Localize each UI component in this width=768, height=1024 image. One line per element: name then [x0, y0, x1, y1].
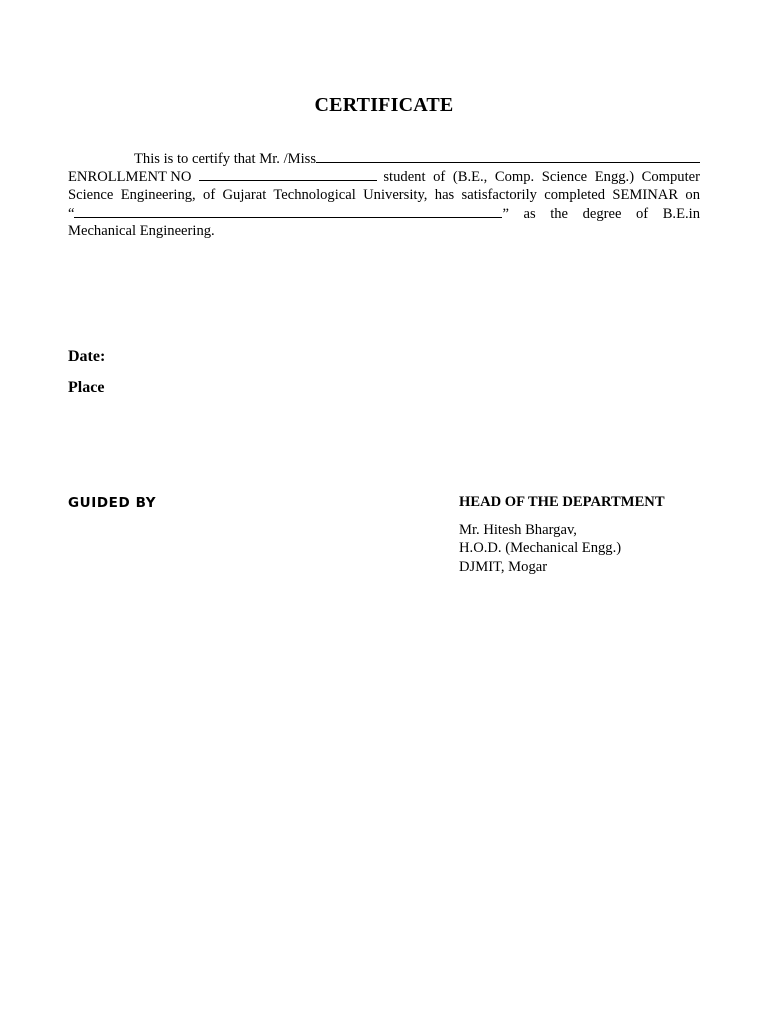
open-quote: “	[68, 205, 75, 222]
enrollment-label: ENROLLMENT NO	[68, 169, 192, 186]
certify-text: This is to certify that Mr. /Miss	[134, 151, 317, 167]
word-degree: degree	[582, 205, 622, 222]
close-quote: ”	[502, 205, 509, 222]
hod-name: Mr. Hitesh Bhargav,	[459, 522, 577, 538]
university-text: Science Engineering, of Gujarat Technological University, has satisfactorily completed SEMINAR on	[68, 186, 700, 203]
branch-text: Mechanical Engineering.	[68, 223, 215, 240]
hod-institute: DJMIT, Mogar	[459, 558, 548, 575]
paragraph-line-5	[68, 222, 700, 240]
word-as: as	[523, 205, 536, 222]
paragraph-line-1	[68, 149, 700, 167]
paragraph-line-3	[68, 186, 700, 204]
hod-details	[459, 521, 621, 576]
hod-designation: H.O.D. (Mechanical Engg.)	[459, 540, 622, 557]
word-of: of	[636, 205, 649, 222]
word-the: the	[550, 205, 569, 222]
enrollment-number-blank	[199, 167, 377, 181]
place-label: Place	[68, 379, 105, 396]
student-name-blank	[316, 149, 700, 163]
student-of-text: student of (B.E., Comp. Science Engg.) Computer	[383, 169, 700, 186]
seminar-title-blank	[74, 204, 502, 218]
date-label: Date:	[68, 348, 106, 365]
guided-by-label: GUIDED BY	[68, 495, 157, 511]
certificate-title: CERTIFICATE	[314, 94, 454, 116]
word-degree-name: B.E.in	[662, 205, 700, 222]
paragraph-line-2	[68, 167, 700, 185]
hod-heading: HEAD OF THE DEPARTMENT	[459, 494, 665, 510]
paragraph-line-4	[68, 204, 700, 222]
certificate-paragraph	[68, 149, 700, 240]
